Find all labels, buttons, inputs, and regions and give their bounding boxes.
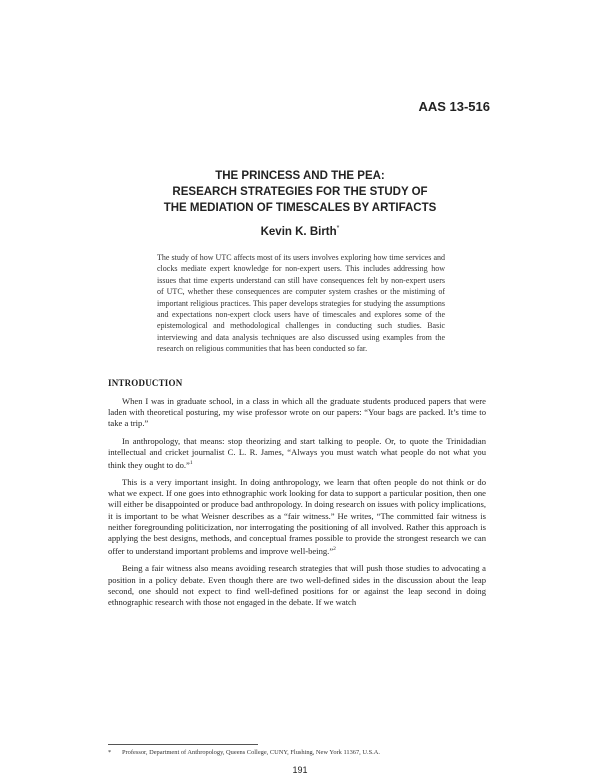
author-footnote-mark: * — [336, 225, 340, 232]
page-number: 191 — [292, 765, 308, 775]
paragraph: When I was in graduate school, in a class in which all the graduate students produced papers that were laden with theoretical posturing, my wise professor wrote on our papers: “Your bags are packed. It’s time to take a trip.” — [108, 396, 486, 429]
document-id: AAS 13-516 — [418, 99, 490, 114]
footnote-mark: * — [108, 749, 112, 756]
title-line: THE MEDIATION OF TIMESCALES BY ARTIFACTS — [163, 202, 437, 214]
title-line: RESEARCH STRATEGIES FOR THE STUDY OF — [172, 186, 428, 198]
paper-title — [0, 168, 600, 216]
paragraph: This is a very important insight. In doing anthropology, we learn that often people do not think or do what we expect. If one goes into ethnographic work looking for data to support a particular position, then one will either be disappointed or produce bad anthropology. In doing research on issues with policy implications, it is important to be what Weisner describes as a “fair witness.” He writes, “The committed fair witness is neither foregrounding politicization, nor interrogating the positioning of all involved. Rather this approach is applying the best designs, methods, and conceptual frames possible to provide the strongest research we can offer to understand important problems and improve well-being.”$^2$ — [108, 477, 486, 557]
section-heading-introduction: INTRODUCTION — [108, 378, 183, 388]
author-line — [0, 225, 600, 238]
author-name: Kevin K. Birth — [260, 225, 337, 238]
abstract: The study of how UTC affects most of its users involves exploring how time services and clocks mediate expert knowledge for non-expert users. This includes addressing how issues that time experts understand can still have consequences felt by non-expert users of UTC, whether these consequences are computer system crashes or the mistiming of important religious practices. This paper develops strategies for studying the assumptions and expectations non-expert clock users have of timescales and explores some of the epistemological and methodological challenges in conducting such studies. Basic interviewing and data analysis techniques are also discussed using examples from the research on religious communities that has been conducted so far. — [157, 253, 445, 354]
paragraph: Being a fair witness also means avoiding research strategies that will push those studies to advocating a position in a policy debate. Even though there are two well-defined sides in the discussion about the leap second, one should not expect to find well-defined positions for or against the leap second in doing ethnographic research with those not engaged in the debate. If we watch — [108, 563, 486, 607]
footnote — [108, 749, 508, 756]
endnote-ref: 2 — [333, 546, 336, 553]
title-line: THE PRINCESS AND THE PEA: — [215, 170, 385, 182]
paragraph: In anthropology, that means: stop theorizing and start talking to people. Or, to quote the Trinidadian intellectual and cricket journalist C. L. R. James, “Always you must watch what people do not what you think they ought to do.”$^1$ — [108, 435, 486, 470]
endnote-ref: 1 — [189, 460, 193, 467]
footnote-text: Professor, Department of Anthropology, Queens College, CUNY, Flushing, New York 11367, U.S.A. — [122, 749, 380, 756]
footnote-divider — [108, 744, 258, 745]
body-text — [108, 396, 486, 614]
